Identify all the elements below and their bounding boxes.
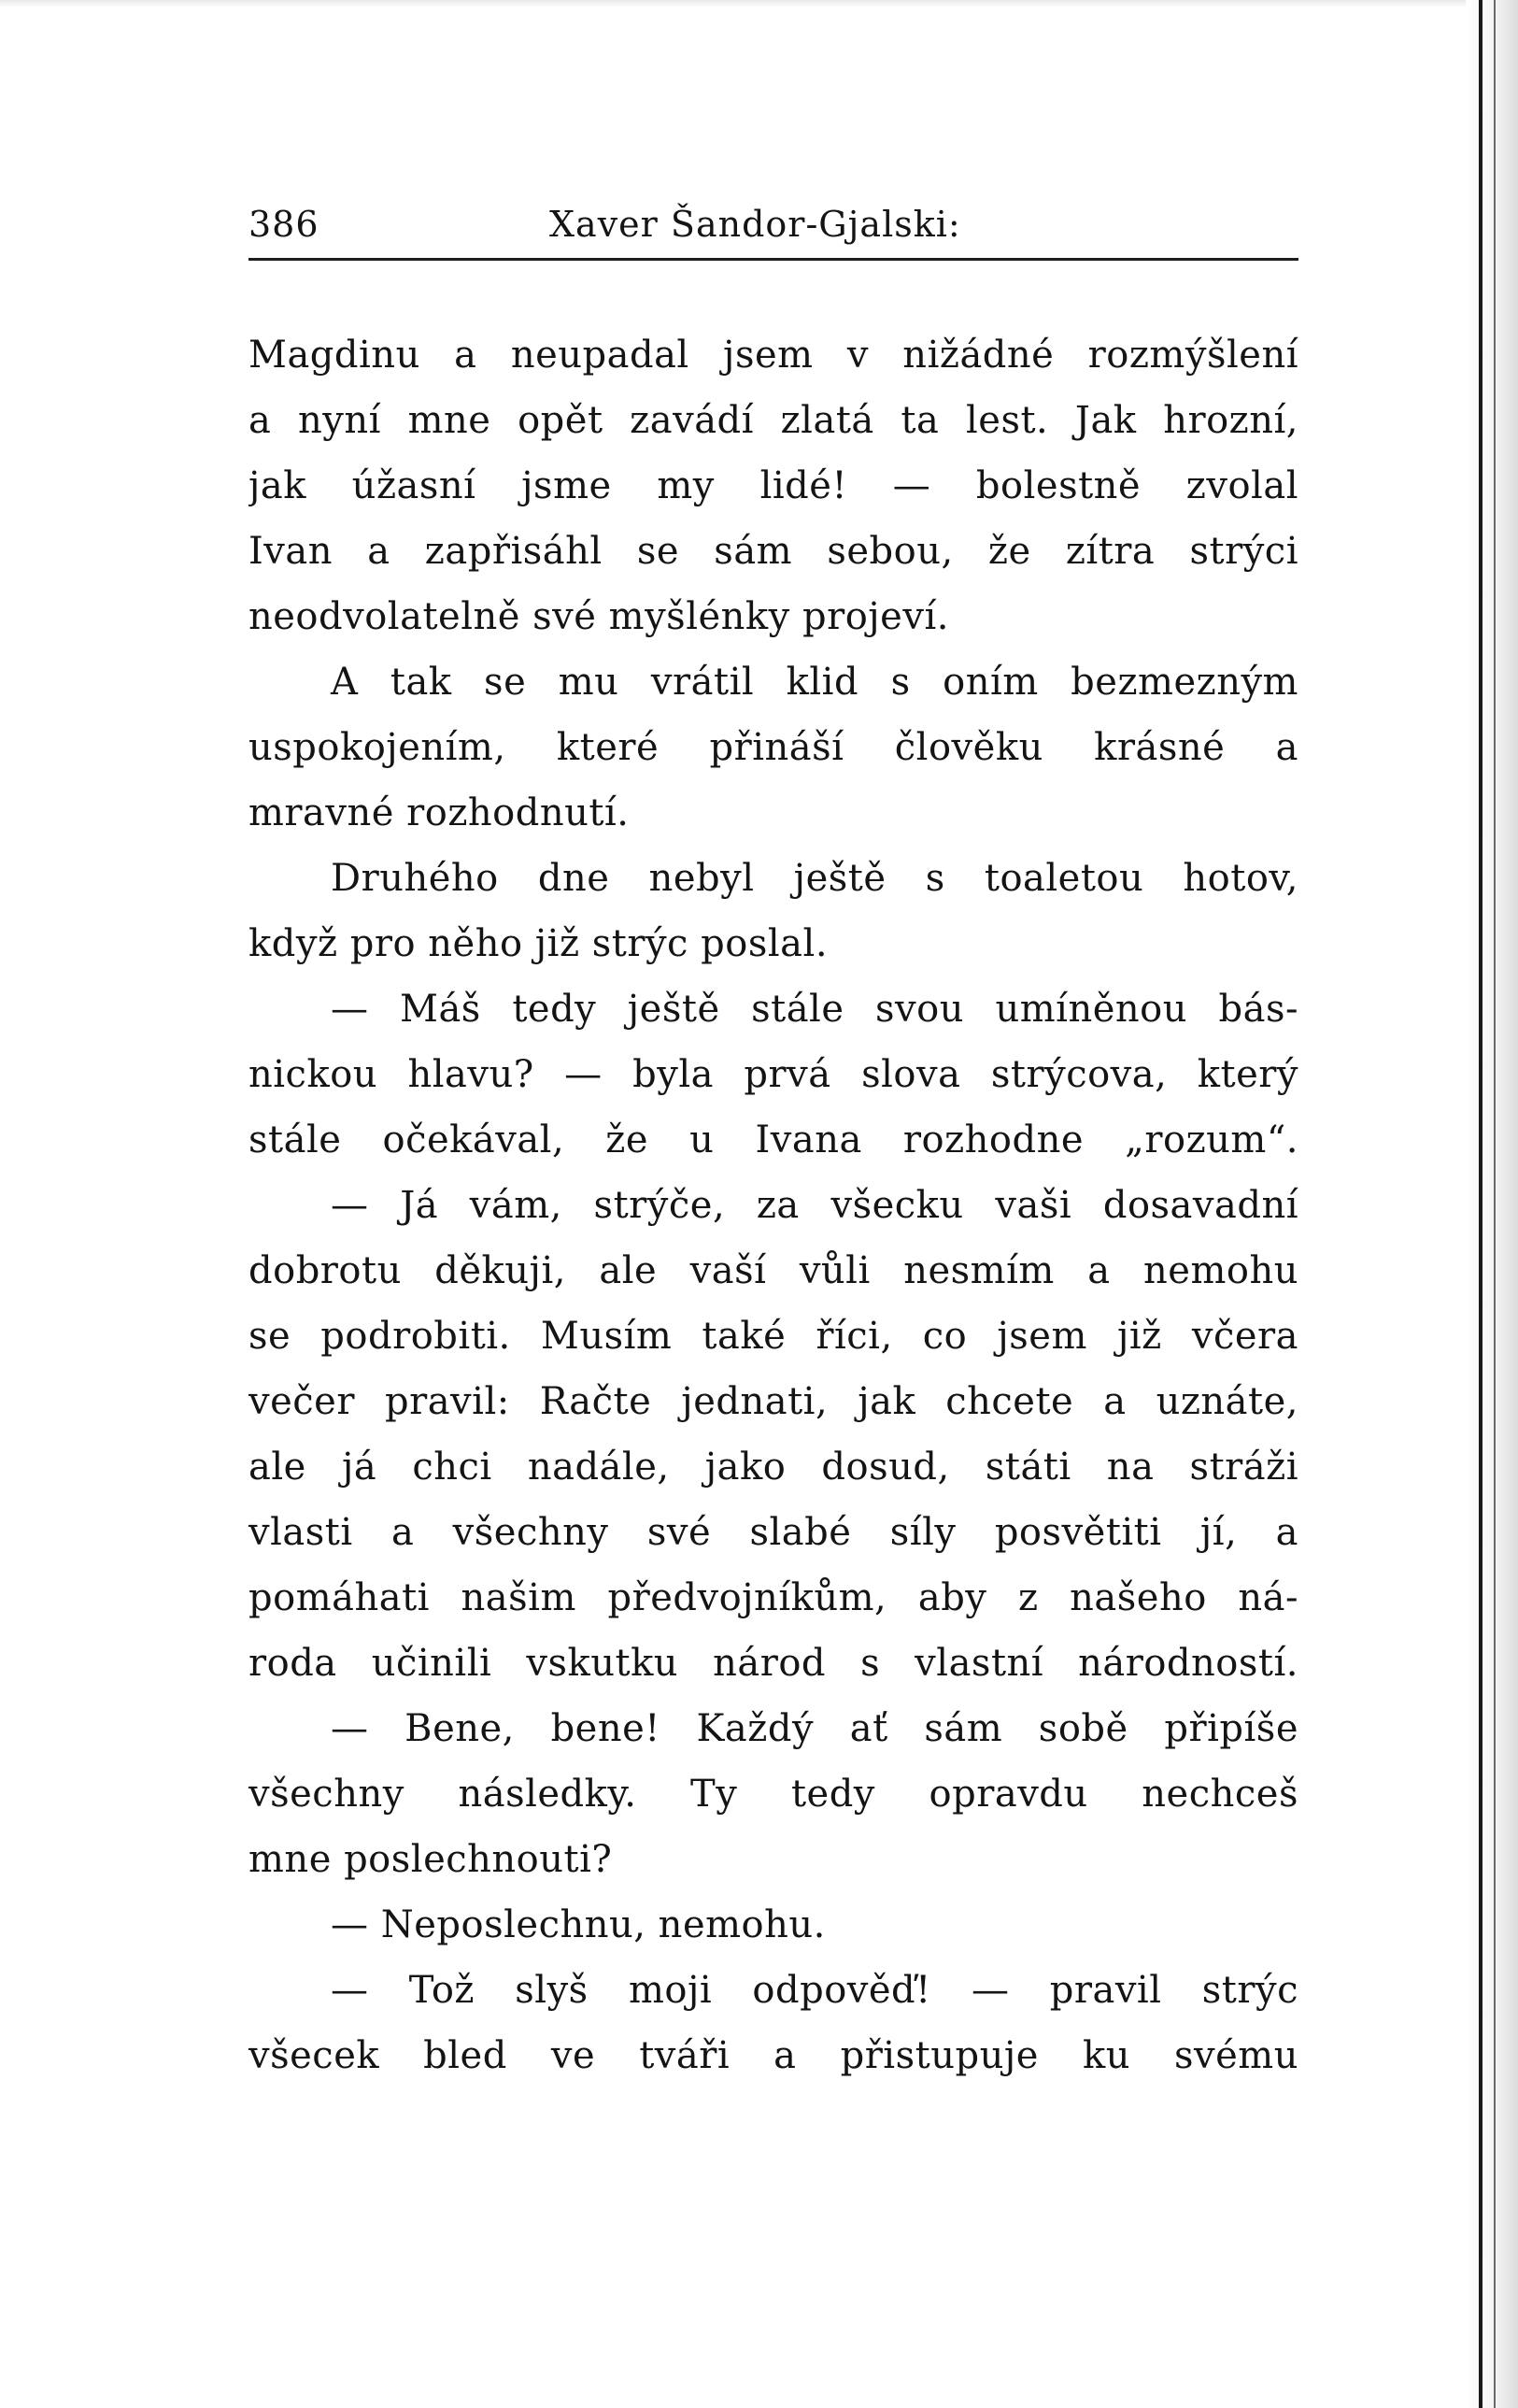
spine-light-line [1494,0,1496,2408]
page-top-shadow [0,0,1466,7]
text-line: pomáhati našim předvojníkům, aby z našeho ná- [248,1576,1298,1619]
text-line: vlasti a všechny své slabé síly posvětiti jí, a [248,1511,1298,1554]
text-line: — Já vám, strýče, za všecku vaši dosavadní [331,1184,1298,1227]
paragraph [248,322,1298,649]
header-rule [248,258,1298,261]
text-line: stále očekával, že u Ivana rozhodne „rozum“. [248,1119,1298,1161]
text-line: ale já chci nadále, jako dosud, státi na stráži [248,1446,1298,1489]
text-line: mravné rozhodnutí. [248,791,630,834]
text-line: — Tož slyš moji odpověď! — pravil strýc [331,1969,1298,2012]
text-line: Magdinu a neupadal jsem v nižádné rozmýšlení [248,334,1298,377]
paragraph [248,1696,1298,1892]
text-line: mne poslechnouti? [248,1838,613,1881]
text-line: A tak se mu vrátil klid s oním bezmezným [331,661,1298,704]
running-head: Xaver Šandor-Gjalski: [549,204,961,245]
page-header [248,194,1298,250]
paragraph [248,1173,1298,1696]
text-line: všechny následky. Ty tedy opravdu nechceš [248,1773,1298,1816]
text-line: — Neposlechnu, nemohu. [331,1903,826,1946]
text-line: Ivan a zapřisáhl se sám sebou, že zítra strýci [248,530,1298,573]
text-line: večer pravil: Račte jednati, jak chcete a uznáte, [248,1380,1298,1423]
paragraph [248,846,1298,976]
text-line: — Bene, bene! Každý ať sám sobě připíše [331,1707,1298,1750]
paragraph [248,1958,1298,2088]
page-number: 386 [248,204,319,245]
text-line: když pro něho již strýc poslal. [248,922,829,965]
text-line: — Máš tedy ještě stále svou umíněnou bás- [331,988,1298,1031]
text-line: a nyní mne opět zavádí zlatá ta lest. Jak hrozní, [248,399,1298,442]
text-line: Druhého dne nebyl ještě s toaletou hotov, [331,857,1298,900]
paragraph [248,649,1298,846]
text-line: neodvolatelně své myšlénky projeví. [248,595,949,638]
text-line: se podrobiti. Musím také říci, co jsem již včera [248,1315,1298,1358]
body-text [248,322,1298,2088]
text-line: uspokojením, které přináší člověku krásné a [248,726,1298,769]
spine-dark-line [1479,0,1483,2408]
paragraph [248,976,1298,1173]
text-line: jak úžasní jsme my lidé! — bolestně zvolal [248,464,1298,507]
text-line: nickou hlavu? — byla prvá slova strýcova, který [248,1053,1298,1096]
text-line: roda učinili vskutku národ s vlastní národností. [248,1642,1298,1685]
text-line: všecek bled ve tváři a přistupuje ku svému [248,2034,1298,2077]
book-spine-edge [1466,0,1518,2408]
text-line: dobrotu děkuji, ale vaší vůli nesmím a nemohu [248,1249,1298,1292]
paragraph [248,1892,1298,1958]
